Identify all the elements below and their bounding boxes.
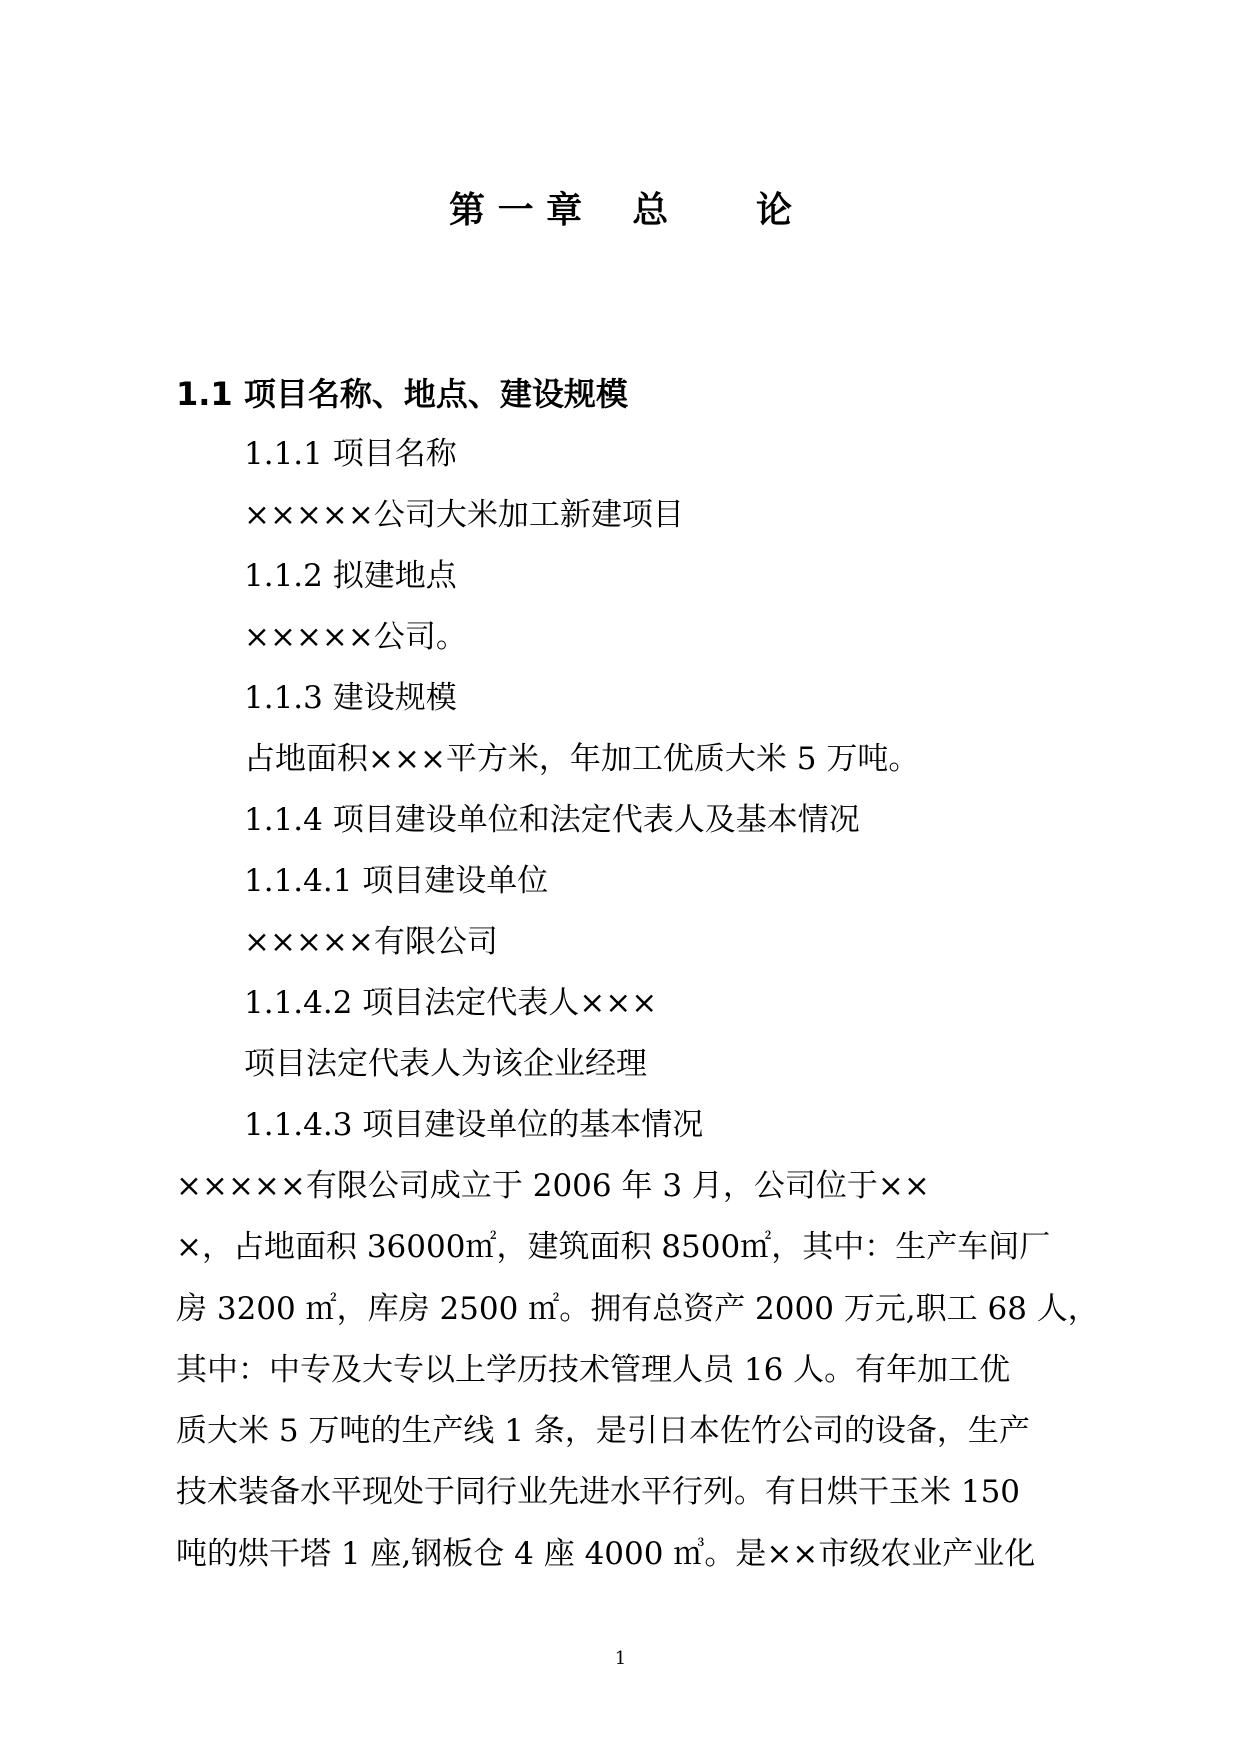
- section-heading: 1.1 项目名称、地点、建设规模: [176, 375, 628, 413]
- subsection-heading-1-1-1: 1.1.1 项目名称: [244, 436, 457, 472]
- page-number: 1: [614, 1648, 627, 1669]
- subsection-heading-1-1-4-2: 1.1.4.2 项目法定代表人×××: [244, 985, 658, 1021]
- location-text: ×××××公司。: [244, 619, 467, 655]
- project-name-text: ×××××公司大米加工新建项目: [244, 497, 684, 533]
- subsection-heading-1-1-4: 1.1.4 项目建设单位和法定代表人及基本情况: [244, 802, 860, 838]
- paragraph-line: 技术装备水平现处于同行业先进水平行列。有日烘干玉米 150: [176, 1474, 1021, 1511]
- scale-text: 占地面积×××平方米，年加工优质大米 5 万吨。: [244, 741, 920, 777]
- paragraph-line: ×，占地面积 36000㎡，建筑面积 8500㎡，其中：生产车间厂: [176, 1229, 1051, 1266]
- paragraph-line: 房 3200 ㎡，库房 2500 ㎡。拥有总资产 2000 万元,职工 68 人，: [176, 1290, 1099, 1327]
- chapter-title: 第 一 章 总 论: [449, 190, 792, 231]
- company-name-text: ×××××有限公司: [244, 924, 498, 960]
- subsection-heading-1-1-2: 1.1.2 拟建地点: [244, 558, 457, 594]
- legal-rep-text: 项目法定代表人为该企业经理: [244, 1046, 647, 1082]
- subsection-heading-1-1-4-1: 1.1.4.1 项目建设单位: [244, 863, 549, 899]
- paragraph-line: ×××××有限公司成立于 2006 年 3 月，公司位于××: [176, 1168, 930, 1204]
- subsection-heading-1-1-4-3: 1.1.4.3 项目建设单位的基本情况: [244, 1107, 704, 1143]
- company-description-paragraph: [176, 1156, 1099, 1585]
- paragraph-line: 吨的烘干塔 1 座,钢板仓 4 座 4000 ㎥。是××市级农业产业化: [176, 1535, 1036, 1572]
- paragraph-line: 其中：中专及大专以上学历技术管理人员 16 人。有年加工优: [176, 1351, 1011, 1388]
- paragraph-line: 质大米 5 万吨的生产线 1 条，是引日本佐竹公司的设备，生产: [176, 1413, 1030, 1450]
- subsection-heading-1-1-3: 1.1.3 建设规模: [244, 680, 457, 716]
